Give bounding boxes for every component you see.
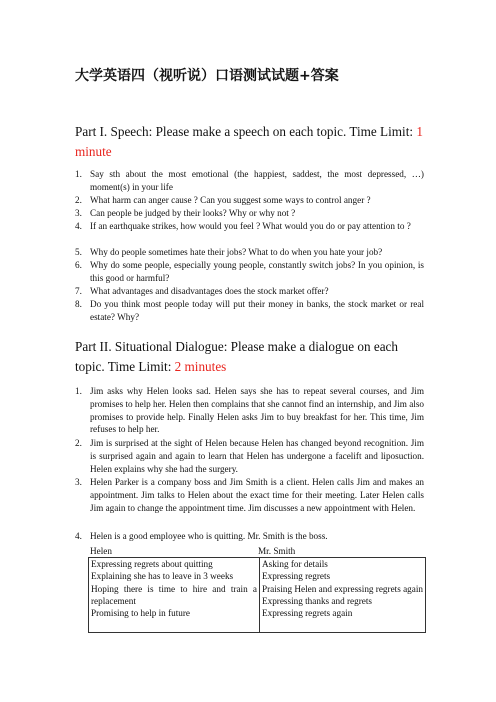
part1-item-4	[75, 220, 424, 233]
item-text: Why do some people, especially young people, constantly switch jobs? In you opinion, is this good or harmful?	[90, 260, 424, 283]
item-number: 2.	[75, 438, 82, 448]
smith-line: Expressing regrets	[262, 571, 331, 582]
item-number: 4.	[75, 531, 82, 541]
part1-heading-text: Part I. Speech: Please make a speech on each topic. Time Limit:	[75, 124, 417, 139]
helen-line: Expressing regrets about quitting	[91, 559, 213, 569]
item-number: 1.	[75, 169, 82, 179]
part1-item-5	[75, 246, 424, 259]
item-text: What harm can anger cause ? Can you suggest some ways to control anger ?	[90, 195, 371, 205]
part2-heading	[75, 337, 425, 377]
document-title: 大学英语四（视听说）口语测试试题+答案	[75, 68, 339, 84]
part2-item-2	[75, 437, 424, 475]
part1-item-2	[75, 194, 424, 207]
part2-item-1	[75, 385, 424, 436]
item-text: Say sth about the most emotional (the happiest, saddest, the most depressed, …) moment(s) in your life	[90, 169, 424, 192]
helen-line: Hoping there is time to hire and train a replacement	[91, 583, 257, 606]
part1-heading	[75, 122, 425, 162]
part2-item-3	[75, 476, 424, 514]
helen-line: Explaining she has to leave in 3 weeks	[91, 571, 234, 582]
smith-cell	[260, 558, 426, 633]
item-text: Can people be judged by their looks? Why or why not ?	[90, 208, 296, 218]
item-text: Do you think most people today will put their money in banks, the stock market or real estate? Why?	[90, 299, 424, 322]
item-text: If an earthquake strikes, how would you feel ? What would you do or pay attention to ?	[90, 221, 411, 231]
part1-item-7	[75, 285, 424, 298]
item-number: 1.	[75, 386, 82, 396]
part1-time-limit: 1 minute	[75, 124, 423, 159]
table-col-helen: Helen	[90, 546, 112, 556]
part1-item-3	[75, 207, 424, 220]
item-number: 3.	[75, 208, 82, 218]
part1-item-8	[75, 298, 424, 324]
smith-line: Expressing regrets again	[262, 608, 353, 619]
helen-line: Promising to help in future	[91, 608, 191, 619]
item-number: 7.	[75, 286, 82, 296]
part2-heading-text: Part II. Situational Dialogue: Please make a dialogue on each topic. Time Limit:	[75, 339, 398, 374]
helen-cell	[89, 558, 260, 633]
part2-time-limit: 2 minutes	[174, 359, 227, 374]
part1-item-1	[75, 168, 424, 194]
item-text: What advantages and disadvantages does the stock market offer?	[90, 286, 329, 296]
dialogue-table	[88, 557, 426, 633]
part2-item-4	[75, 530, 424, 543]
item-number: 4.	[75, 221, 82, 231]
item-number: 3.	[75, 477, 82, 487]
item-text: Helen is a good employee who is quitting. Mr. Smith is the boss.	[90, 531, 328, 541]
item-text: Jim is surprised at the sight of Helen because Helen has changed beyond recognition. Jim is surprised again and again to learn that Helen has undergone a facelift and liposuction. Helen explains why she had the surgery.	[90, 438, 424, 474]
table-col-smith: Mr. Smith	[258, 546, 296, 556]
item-text: Helen Parker is a company boss and Jim Smith is a client. Helen calls Jim and makes an appointment. Jim talks to Helen about the exact time for their meeting. Later Helen calls Jim again to change the appointment time. Jim discusses a new appointment with Helen.	[90, 477, 424, 513]
item-text: Why do people sometimes hate their jobs? What to do when you hate your job?	[90, 247, 383, 257]
item-number: 5.	[75, 247, 82, 257]
item-number: 6.	[75, 260, 82, 270]
smith-line: Praising Helen and expressing regrets again	[262, 583, 423, 594]
table-row	[89, 558, 426, 633]
part1-item-6	[75, 259, 424, 285]
item-number: 8.	[75, 299, 82, 309]
item-number: 2.	[75, 195, 82, 205]
smith-line: Asking for details	[262, 559, 328, 569]
item-text: Jim asks why Helen looks sad. Helen says she has to repeat several courses, and Jim promises to help her. Helen then complains that she cannot find an internship, and Jim also promises to provide help. Finally Helen asks Jim to buy breakfast for her. This time, Jim refuses to help her.	[90, 386, 424, 435]
smith-line: Expressing thanks and regrets	[262, 595, 372, 606]
